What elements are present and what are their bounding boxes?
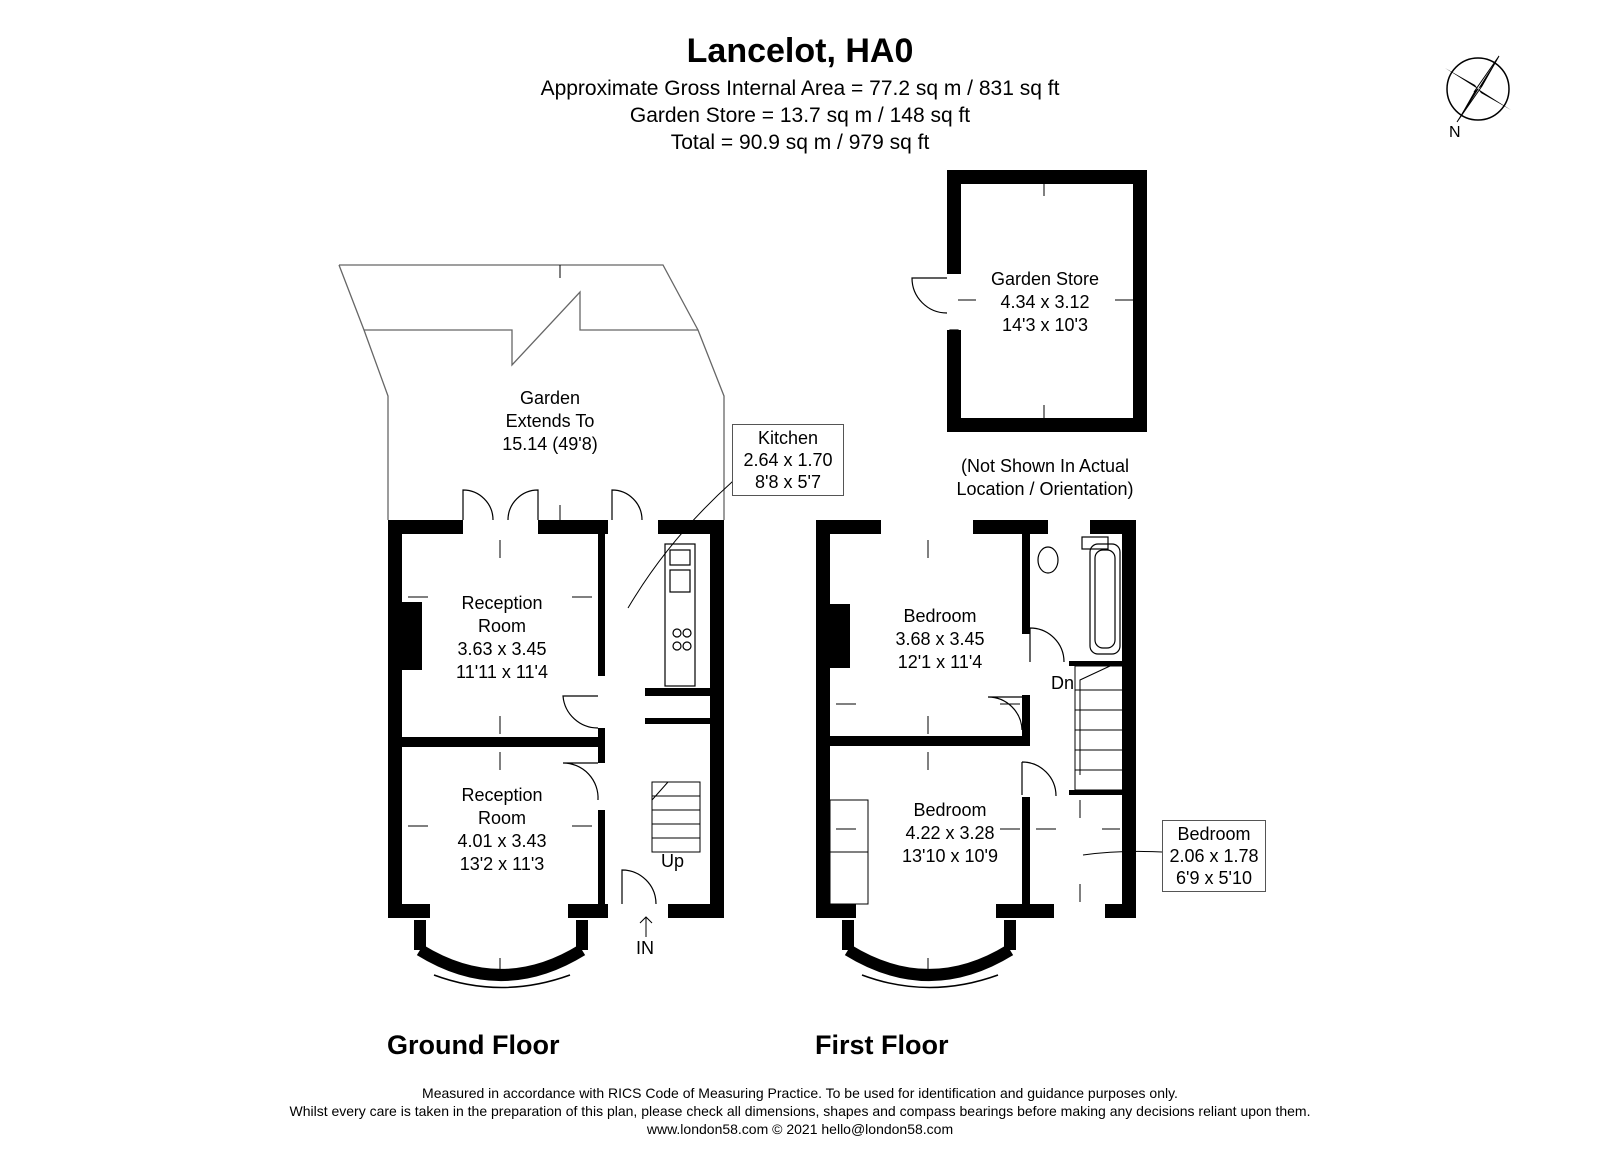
plan-title: Lancelot, HA0 <box>686 32 914 70</box>
gross-internal-area: Approximate Gross Internal Area = 77.2 sq m / 831 sq ft <box>540 77 1060 100</box>
bedroom-front-label: Bedroom 4.22 x 3.28 13'10 x 10'9 <box>902 800 998 866</box>
first-floor-wardrobes <box>830 800 868 904</box>
total-area: Total = 90.9 sq m / 979 sq ft <box>670 131 930 154</box>
compass-north-label: N <box>1449 124 1461 141</box>
garden-store-area: Garden Store = 13.7 sq m / 148 sq ft <box>629 104 971 127</box>
stairs-up-label: Up <box>661 851 685 871</box>
disclaimer-line-2: Whilst every care is taken in the preparation of this plan, please check all dimensions, shapes and compass bearings before making any decisions reliant upon them. <box>289 1103 1311 1119</box>
bedroom-small-label: Bedroom 2.06 x 1.78 6'9 x 5'10 <box>1162 820 1266 892</box>
entrance-arrow-icon <box>640 917 652 937</box>
ground-floor-bay-window <box>420 920 582 988</box>
garden-label: Garden Extends To 15.14 (49'8) <box>502 388 598 454</box>
ground-floor-label: Ground Floor <box>387 1030 560 1060</box>
bedroom-rear-label: Bedroom 3.68 x 3.45 12'1 x 11'4 <box>895 606 985 672</box>
reception-room-front-label: Reception Room 4.01 x 3.43 13'2 x 11'3 <box>457 785 547 874</box>
disclaimer-line-1: Measured in accordance with RICS Code of Measuring Practice. To be used for identification and guidance purposes only. <box>422 1085 1178 1101</box>
kitchen-label: Kitchen 2.64 x 1.70 8'8 x 5'7 <box>732 424 844 496</box>
compass-rose-icon <box>1445 56 1511 122</box>
first-floor-label: First Floor <box>815 1030 949 1060</box>
ground-floor-stairs <box>652 782 700 852</box>
copyright-line: www.london58.com © 2021 hello@london58.com <box>646 1121 954 1137</box>
kitchen-units <box>665 544 695 686</box>
bathroom-fittings <box>1038 537 1120 654</box>
first-floor-stairs <box>1075 666 1125 790</box>
entrance-label: IN <box>636 938 654 958</box>
not-shown-note: (Not Shown In Actual Location / Orientation) <box>956 456 1134 499</box>
first-floor-bay-window <box>848 920 1010 988</box>
reception-room-rear-label: Reception Room 3.63 x 3.45 11'11 x 11'4 <box>456 593 548 682</box>
stairs-down-label: Dn <box>1051 673 1075 693</box>
garden-store-label: Garden Store 4.34 x 3.12 14'3 x 10'3 <box>990 269 1100 335</box>
